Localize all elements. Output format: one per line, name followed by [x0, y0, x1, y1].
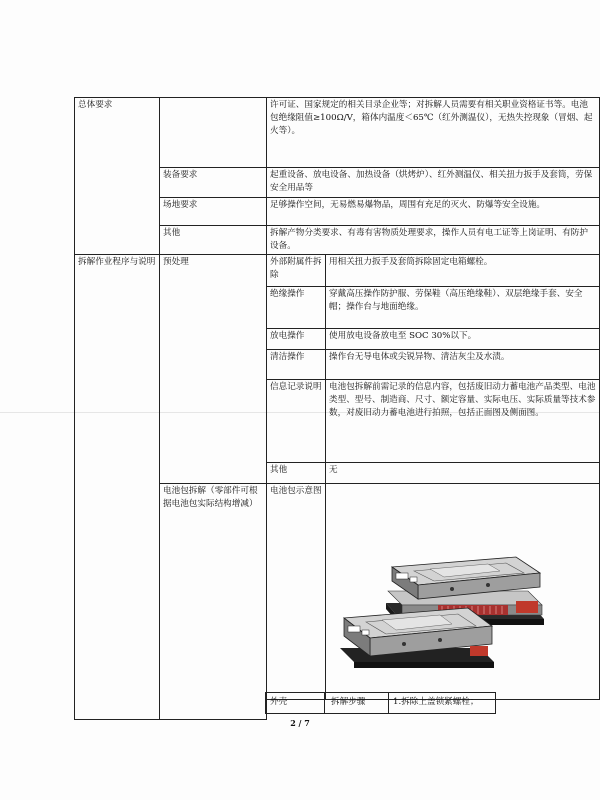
shell-label: 外壳 — [270, 697, 288, 707]
pretreatment-label: 预处理 — [160, 255, 267, 484]
pack-disassembly-label: 电池包拆解（零部件可根据电池包实际结构增减） — [160, 484, 267, 720]
discharge-text: 使用放电设备放电至 SOC 30%以下。 — [326, 329, 600, 350]
cleaning-text: 操作台无导电体或尖锐异物、清洁灰尘及水渍。 — [326, 350, 600, 380]
step1-text: 1.拆除上盖锁紧螺栓； — [388, 693, 479, 713]
external-parts-label: 外部附属件拆除 — [267, 255, 326, 287]
procedure-title: 拆解作业程序与说明 — [75, 255, 160, 720]
site-label: 场地要求 — [160, 198, 267, 226]
overall-requirements-title: 总体要求 — [75, 98, 160, 255]
insulation-text: 穿戴高压操作防护服、劳保鞋（高压绝缘鞋）、双层绝缘手套、安全帽；操作台与地面绝缘。 — [326, 287, 600, 329]
pack-diagram-label: 电池包示意图 — [267, 484, 326, 700]
steps-label: 拆解步骤 — [324, 693, 383, 713]
pretreatment-other-label: 其他 — [267, 463, 326, 484]
pretreatment-other-text: 无 — [326, 463, 600, 484]
license-text: 许可证、国家规定的相关目录企业等；对拆解人员需要有相关职业资格证书等。电池包绝缘阻值≥100Ω/V，箱体内温度＜65℃（红外测温仪），无热失控现象（冒烟、起火等）。 — [267, 98, 600, 168]
pack-assembled-wrapper — [330, 596, 500, 680]
shell-row — [265, 692, 496, 714]
info-record-label: 信息记录说明 — [267, 380, 326, 463]
other-req-label: 其他 — [160, 226, 267, 255]
external-parts-text: 用相关扭力扳手及套筒拆除固定电箱螺栓。 — [326, 255, 600, 287]
equipment-text: 起重设备、放电设备、加热设备（烘烤炉）、红外测温仪、相关扭力扳手及套筒，劳保安全用品等 — [267, 168, 600, 198]
info-record-text: 电池包拆解前需记录的信息内容，包括废旧动力蓄电池产品类型、电池类型、型号、制造商、尺寸、额定容量、实际电压、实际质量等技术参数，对废旧动力蓄电池进行拍照，包括正面图及侧面图。 — [326, 380, 600, 463]
battery-pack-assembled-image — [330, 596, 500, 676]
discharge-label: 放电操作 — [267, 329, 326, 350]
equipment-label: 装备要求 — [160, 168, 267, 198]
page-number: 2 / 7 — [290, 718, 310, 728]
cleaning-label: 清洁操作 — [267, 350, 326, 380]
site-text: 足够操作空间，无易燃易爆物品，周围有充足的灭火、防爆等安全设施。 — [267, 198, 600, 226]
other-req-text: 拆解产物分类要求、有毒有害物质处理要求，操作人员有电工证等上岗证明、有防护设备。 — [267, 226, 600, 255]
insulation-label: 绝缘操作 — [267, 287, 326, 329]
